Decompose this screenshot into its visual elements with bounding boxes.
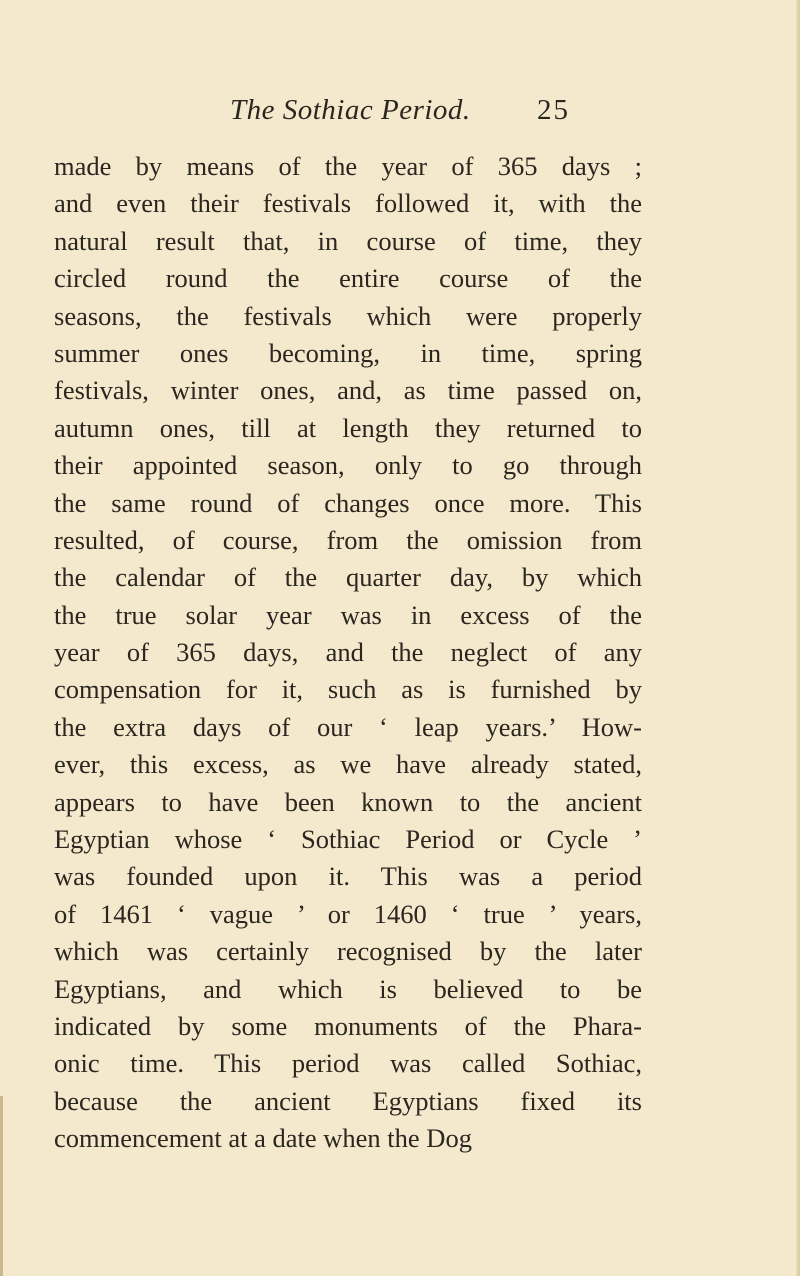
page-number: 25: [537, 94, 570, 126]
text-line: the true solar year was in excess of the: [54, 599, 642, 630]
text-line: seasons, the festivals which were properly: [54, 300, 642, 331]
text-line: Egyptian whose ‘ Sothiac Period or Cycle ’: [54, 824, 642, 855]
text-line: the same round of changes once more. This: [54, 487, 642, 518]
text-line: Egyptians, and which is believed to be: [54, 973, 642, 1004]
text-line: autumn ones, till at length they returned to: [54, 412, 642, 443]
text-line: festivals, winter ones, and, as time passed on,: [54, 375, 642, 406]
text-line: ever, this excess, as we have already stated,: [54, 749, 642, 780]
text-line: which was certainly recognised by the later: [54, 936, 642, 967]
text-line: appears to have been known to the ancient: [54, 786, 642, 817]
page-edge: [796, 0, 800, 1276]
text-line: compensation for it, such as is furnished by: [54, 674, 642, 705]
text-line: of 1461 ‘ vague ’ or 1460 ‘ true ’ years,: [54, 898, 642, 929]
text-line: was founded upon it. This was a period: [54, 861, 642, 892]
body-text: [54, 148, 642, 1158]
running-title: The Sothiac Period.: [230, 94, 471, 126]
text-line: indicated by some monuments of the Phara-: [54, 1010, 642, 1041]
text-line: their appointed season, only to go through: [54, 450, 642, 481]
text-line: and even their festivals followed it, with the: [54, 188, 642, 219]
text-line: made by means of the year of 365 days ;: [54, 151, 642, 181]
text-line: the extra days of our ‘ leap years.’ How-: [54, 711, 642, 742]
text-line: summer ones becoming, in time, spring: [54, 337, 642, 368]
text-line: onic time. This period was called Sothiac,: [54, 1048, 642, 1079]
text-line: circled round the entire course of the: [54, 263, 642, 294]
text-line: commencement at a date when the Dog: [54, 1123, 472, 1154]
text-line: because the ancient Egyptians fixed its: [54, 1085, 642, 1116]
text-line: year of 365 days, and the neglect of any: [54, 637, 642, 668]
page-fold: [0, 1096, 3, 1276]
page-header: [230, 92, 570, 128]
text-line: the calendar of the quarter day, by which: [54, 562, 642, 593]
text-line: resulted, of course, from the omission from: [54, 524, 642, 555]
text-line: natural result that, in course of time, they: [54, 225, 642, 256]
